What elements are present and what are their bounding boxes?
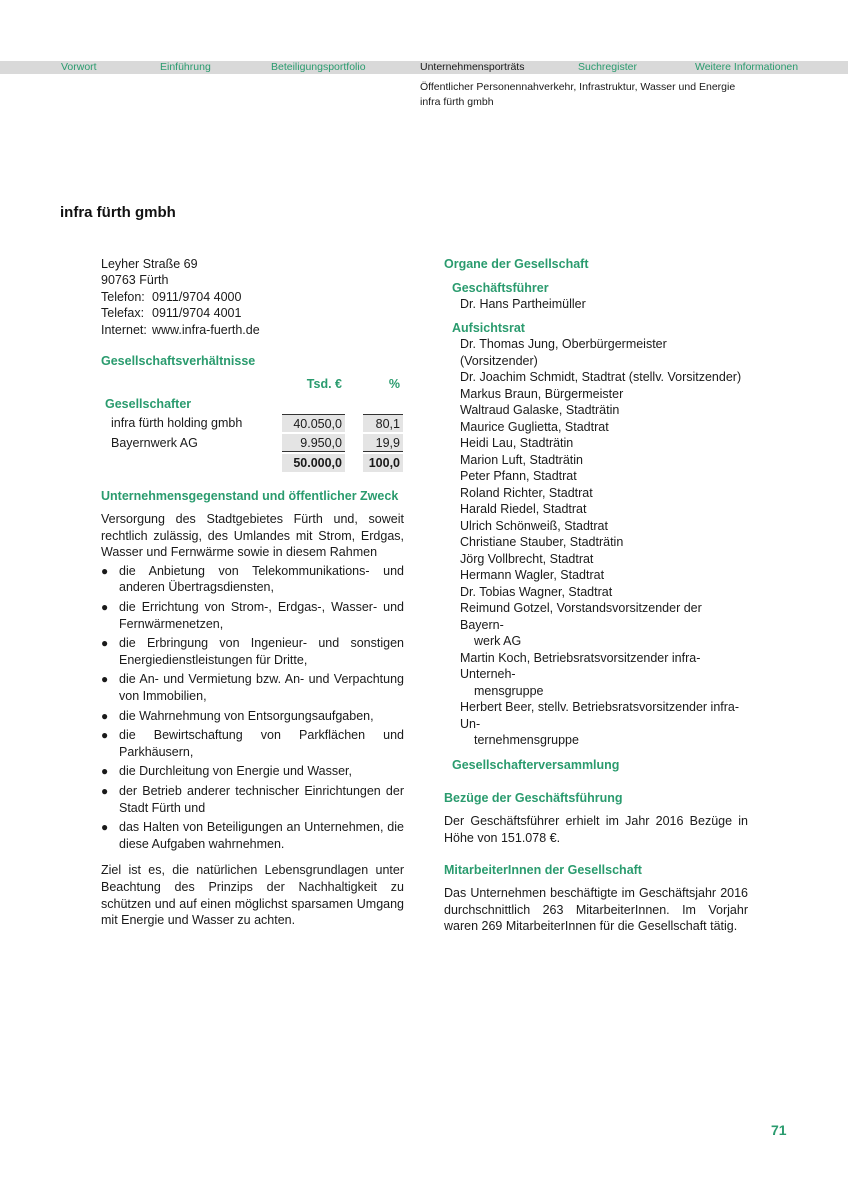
table-row [101, 434, 404, 454]
compensation-text: Der Geschäftsführer erhielt im Jahr 2016 Bezüge in Höhe von 151.078 €. [444, 813, 748, 845]
member-line: Reimund Gotzel, Vorstandsvorsitzender der Bayern- [460, 601, 702, 632]
fax-value: 0911/9704 4001 [152, 306, 242, 321]
nav-suchregister[interactable]: Suchregister [578, 61, 637, 73]
list-item: ● die An- und Vermietung bzw. An- und Verpachtung von Immobilien, [101, 672, 404, 703]
website-link[interactable]: www.infra-fuerth.de [152, 322, 260, 337]
purpose-heading: Unternehmensgegenstand und öffentlicher Zweck [101, 489, 399, 504]
list-item [444, 699, 748, 749]
list-item: ● die Durchleitung von Energie und Wasser, [101, 764, 353, 779]
shareholder-tsd: 9.950,0 [282, 434, 345, 452]
shareholder-name: infra fürth holding gmbh [111, 416, 243, 431]
page-title: infra fürth gmbh [60, 204, 176, 221]
bullet-icon: ● [101, 708, 109, 723]
list-item: Dr. Thomas Jung, Oberbürgermeister (Vorsitzender) [460, 337, 667, 368]
shareholder-pct: 80,1 [363, 414, 403, 432]
phone-value: 0911/9704 4000 [152, 289, 242, 304]
shareholder-name: Bayernwerk AG [111, 436, 198, 451]
list-item: Hermann Wagler, Stadtrat [460, 568, 605, 583]
col-tsd-header: Tsd. € [306, 377, 342, 392]
address-fax-row [101, 305, 404, 321]
staff-text: Das Unternehmen beschäftigte im Geschäftsjahr 2016 durchschnittlich 263 MitarbeiterInnen. Im Vorjahr waren 269 MitarbeiterInnen für die Gesellschaft tätig. [444, 886, 748, 934]
left-column [101, 256, 404, 929]
table-total-row [101, 454, 404, 474]
list-item [444, 600, 748, 650]
list-item: ● die Anbietung von Telekommunikations- und anderen Übertragsdiensten, [101, 563, 404, 595]
address-city: 90763 Fürth [101, 273, 169, 288]
shareholding-heading: Gesellschaftsverhältnisse [101, 354, 256, 369]
address-block [101, 256, 404, 338]
member-line: Herbert Beer, stellv. Betriebsratsvorsitzender infra-Un- [460, 700, 740, 731]
shareholders-subheading: Gesellschafter [105, 397, 192, 412]
member-line-continued: ternehmensgruppe [474, 733, 579, 748]
managing-director-name: Dr. Hans Partheimüller [460, 297, 586, 311]
staff-heading: MitarbeiterInnen der Gesellschaft [444, 863, 642, 878]
purpose-list [101, 563, 404, 853]
shareholder-tsd: 40.050,0 [282, 414, 345, 432]
shareholders-meeting-heading: Gesellschafterversammlung [452, 757, 620, 772]
list-item: Jörg Vollbrecht, Stadtrat [460, 551, 594, 566]
web-label: Internet: [101, 322, 147, 337]
bullet-icon: ● [101, 764, 109, 779]
member-line-continued: mensgruppe [474, 683, 544, 698]
breadcrumb-sector: Öffentlicher Personennahverkehr, Infrastruktur, Wasser und Energie [420, 81, 736, 93]
list-item: Roland Richter, Stadtrat [460, 485, 593, 500]
col-pct-header: % [388, 377, 400, 392]
bullet-icon: ● [101, 783, 109, 798]
list-item [444, 650, 748, 700]
list-item: Dr. Joachim Schmidt, Stadtrat (stellv. Vorsitzender) [460, 370, 742, 385]
member-line: Martin Koch, Betriebsratsvorsitzender infra-Unterneh- [460, 650, 701, 682]
address-phone-row [101, 289, 404, 305]
list-item: Ulrich Schönweiß, Stadtrat [460, 518, 608, 533]
managing-director-heading: Geschäftsführer [452, 281, 549, 295]
supervisory-board-list [444, 336, 748, 749]
purpose-outro: Ziel ist es, die natürlichen Lebensgrundlagen unter Beachtung des Prinzips der Nachhaltigkeit zu schützen und auf einen möglichst sparsamen Umgang mit Energie und Wasser zu achten. [101, 863, 404, 928]
breadcrumb-company: infra fürth gmbh [420, 96, 494, 108]
list-item: Marion Luft, Stadträtin [460, 452, 583, 467]
bullet-icon: ● [101, 728, 109, 743]
bullet-icon: ● [101, 636, 109, 651]
phone-label: Telefon: [101, 289, 145, 304]
purpose-intro: Versorgung des Stadtgebietes Fürth und, soweit rechtlich zulässig, des Umlandes mit Strom, Erdgas, Wasser und Fernwärme sowie in diesem Rahmen [101, 512, 404, 560]
list-item: Harald Riedel, Stadtrat [460, 502, 587, 517]
right-column [444, 256, 748, 935]
total-tsd: 50.000,0 [282, 454, 345, 472]
supervisory-board-heading: Aufsichtsrat [452, 321, 525, 336]
shareholder-pct: 19,9 [363, 434, 403, 452]
member-line-continued: werk AG [474, 634, 522, 649]
address-street: Leyher Straße 69 [101, 257, 198, 271]
list-item: Heidi Lau, Stadträtin [460, 436, 574, 451]
nav-vorwort[interactable]: Vorwort [61, 61, 97, 73]
fax-label: Telefax: [101, 306, 145, 321]
list-item: ● das Halten von Beteiligungen an Unternehmen, die diese Aufgaben wahrnehmen. [101, 820, 404, 851]
nav-unternehmensportraets[interactable]: Unternehmensporträts [420, 61, 525, 73]
list-item: ● die Errichtung von Strom-, Erdgas-, Wasser- und Fernwärmenetzen, [101, 600, 404, 631]
table-header [101, 376, 404, 394]
list-item: Maurice Guglietta, Stadtrat [460, 419, 609, 434]
list-item: ● der Betrieb anderer technischer Einrichtungen der Stadt Fürth und [101, 783, 404, 815]
bullet-icon: ● [101, 672, 109, 687]
list-item: ● die Erbringung von Ingenieur- und sonstigen Energiedienstleistungen für Dritte, [101, 636, 404, 667]
nav-weitere-informationen[interactable]: Weitere Informationen [695, 61, 799, 73]
bullet-icon: ● [101, 600, 109, 614]
list-item: ● die Wahrnehmung von Entsorgungsaufgaben, [101, 708, 374, 723]
list-item: Dr. Tobias Wagner, Stadtrat [460, 584, 613, 599]
compensation-heading: Bezüge der Geschäftsführung [444, 790, 623, 805]
list-item: Christiane Stauber, Stadträtin [460, 535, 624, 550]
list-item: Waltraud Galaske, Stadträtin [460, 403, 620, 418]
list-item: Peter Pfann, Stadtrat [460, 469, 577, 484]
organs-heading: Organe der Gesellschaft [444, 257, 589, 271]
list-item: ● die Bewirtschaftung von Parkflächen und Parkhäusern, [101, 728, 404, 759]
total-pct: 100,0 [363, 454, 403, 472]
bullet-icon: ● [101, 820, 109, 835]
nav-beteiligungsportfolio[interactable]: Beteiligungsportfolio [271, 61, 366, 73]
bullet-icon: ● [101, 563, 109, 578]
table-row [101, 414, 404, 434]
nav-einfuehrung[interactable]: Einführung [160, 61, 211, 73]
page-number: 71 [771, 1122, 787, 1138]
address-web-row [101, 322, 404, 338]
list-item: Markus Braun, Bürgermeister [460, 386, 624, 401]
